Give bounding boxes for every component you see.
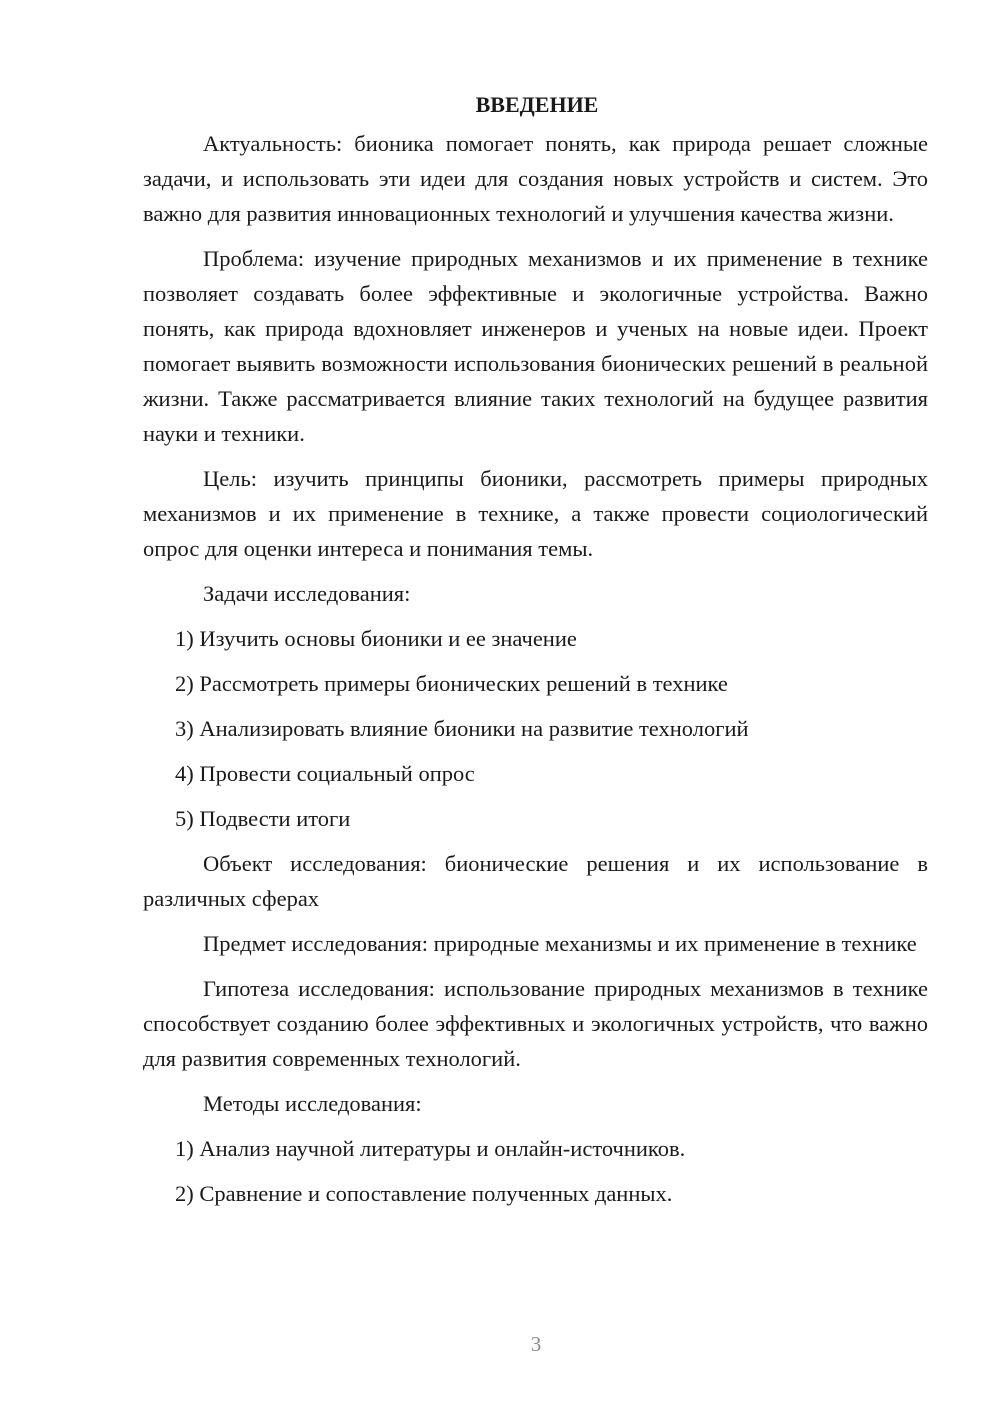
task-item: 3) Анализировать влияние бионики на развитие технологий xyxy=(175,716,749,741)
task-item: 5) Подвести итоги xyxy=(175,806,351,831)
goal-paragraph: Цель: изучить принципы бионики, рассмотреть примеры природных механизмов и их применение в технике, а также провести социологический опрос для оценки интереса и понимания темы. xyxy=(143,466,928,561)
subject-paragraph: Предмет исследования: природные механизмы и их применение в технике xyxy=(203,931,917,956)
relevance-paragraph: Актуальность: бионика помогает понять, как природа решает сложные задачи, и использовать эти идеи для создания новых устройств и систем. Это важно для развития инновационных технологий и улучшения качества жизни. xyxy=(143,131,928,226)
task-item: 1) Изучить основы бионики и ее значение xyxy=(175,626,577,651)
hypothesis-paragraph: Гипотеза исследования: использование природных механизмов в технике способствует созданию более эффективных и экологичных устройств, что важно для развития современных технологий. xyxy=(143,976,928,1071)
task-item: 2) Рассмотреть примеры бионических решений в технике xyxy=(175,671,728,696)
tasks-heading: Задачи исследования: xyxy=(203,581,411,606)
page-content xyxy=(143,90,928,1221)
methods-heading: Методы исследования: xyxy=(203,1091,422,1116)
object-paragraph: Объект исследования: бионические решения и их использование в различных сферах xyxy=(143,851,928,911)
page-number: 3 xyxy=(530,1332,542,1356)
section-title: ВВЕДЕНИЕ xyxy=(475,92,599,117)
method-item: 1) Анализ научной литературы и онлайн-источников. xyxy=(175,1136,686,1161)
problem-paragraph: Проблема: изучение природных механизмов и их применение в технике позволяет создавать более эффективные и экологичные устройства. Важно понять, как природа вдохновляет инженеров и ученых на новые идеи. Проект помогает выявить возможности использования бионических решений в реальной жизни. Также рассматривается влияние таких технологий на будущее развития науки и техники. xyxy=(143,246,928,446)
task-item: 4) Провести социальный опрос xyxy=(175,761,475,786)
method-item: 2) Сравнение и сопоставление полученных данных. xyxy=(175,1181,673,1206)
